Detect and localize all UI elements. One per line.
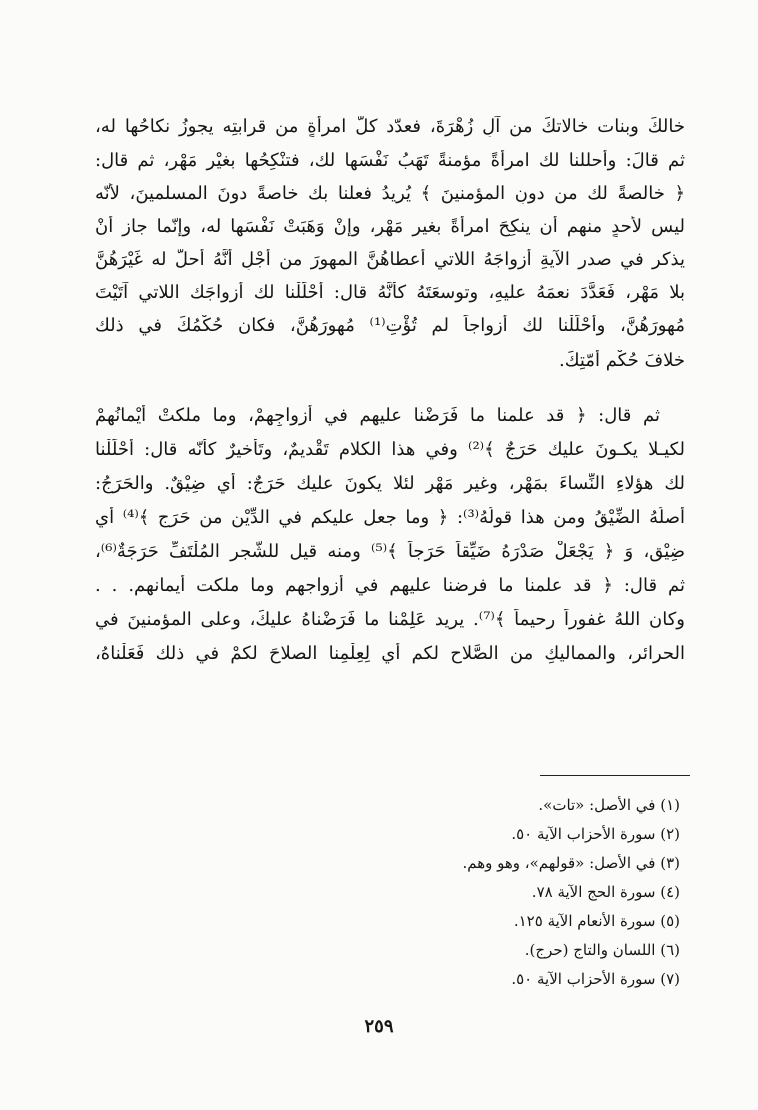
text-line: أصلُهُ الضِّيْقُ ومن هذا قولُهُ⁽³⁾: ﴿ وما جعل عليكم في الدِّيْنِ من حَرَجٍ ﴾⁽⁴⁾ أي bbox=[95, 507, 685, 528]
text-line: الحرائرِ، والمماليكِ من الصَّلاحِ لكم أي لِعِلْمِنا الصلاحَ لكمْ في ذلك فَعَلْناهُ، bbox=[95, 643, 685, 664]
text-line: ضِيْقٍ، وَ ﴿ يَجْعَلْ صَدْرَهُ ضَيِّقاً حَرَجاً ﴾⁽⁵⁾ ومنه قيل للشَّجرِ المُلْتَفِّ حَرَجَةٌ⁽⁶⁾، bbox=[95, 541, 685, 562]
text-line: خالكَ وبنات خالاتكَ من آلِ زُهْرَةَ، فعدّد كلَّ امرأةٍ من قرابتِه يجوزُ نكاحُها له، bbox=[95, 116, 685, 137]
footnote: (٢) سورة الأحزاب الآية ٥٠. bbox=[511, 825, 680, 843]
text-line: لكيـلا يكـونَ عليك حَرَجٌ ﴾⁽²⁾ وفي هذا الكلامِ تَقْديمٌ، وتَأْخيرٌ كأنّه قال: أَحْلَلْنا bbox=[95, 439, 685, 460]
text-line: ثم قال: ﴿ قد علمنا ما فَرَضْنا عليهم في أزواجِهِمْ، وما ملكتْ أَيْمانُهمْ bbox=[95, 405, 660, 426]
text-line: خلافَ حُكْمِ أُمّتِكَ. bbox=[559, 350, 685, 371]
text-line: لك هؤلاءِ النِّساءَ بمَهْرٍ، وغيرِ مَهْرٍ لئلا يكونَ عليك حَرَجٌ: أي ضِيْقٌ. والحَرَجُ: bbox=[95, 473, 685, 494]
text-line: ﴿ خالصةً لك من دونِ المؤمنينَ ﴾ يُريدُ فعلنا بك خاصةً دونَ المسلمينَ، لأنّه bbox=[95, 183, 685, 204]
footnote: (٣) في الأصل: «قولهم»، وهو وهم. bbox=[462, 854, 680, 872]
text-line: مُهورَهُنَّ، وأَحْلَلْنا لك أزواجاً لم تُؤْتِ⁽¹⁾ مُهورَهُنَّ، فكان حُكْمُكَ في ذلك bbox=[95, 315, 685, 336]
footnote: (٤) سورة الحج الآية ٧٨. bbox=[531, 883, 680, 901]
page-number: ٢٥٩ bbox=[364, 1016, 394, 1037]
text-line: ثم قالَ: وأحللنا لك امرأةً مؤمنةً تَهَبُ نَفْسَها لك، فتنْكِحُها بغيْرِ مَهْرٍ، ثم قال: bbox=[95, 150, 685, 171]
footnote: (٧) سورة الأحزاب الآية ٥٠. bbox=[511, 970, 680, 988]
footnote: (٥) سورة الأنعام الآية ١٢٥. bbox=[513, 912, 680, 930]
text-line: ليس لأحدٍ منهم أن ينكِحَ امرأةً بغيرِ مَهْرٍ، وإنْ وَهَبَتْ نَفْسَها له، وإنّما جاز أنْ bbox=[95, 216, 685, 237]
footnote: (٦) اللسان والتاج (حرج). bbox=[524, 941, 680, 959]
footnote: (١) في الأصل: «تات». bbox=[538, 796, 680, 814]
text-line: يذكر في صدرِ الآيةِ أزواجَهُ اللاتي أعطاهُنَّ المهورَ من أجْلِ أَنَّهُ أحلَّ له غَيْرَهُنَّ bbox=[95, 249, 685, 270]
footnote-divider bbox=[540, 775, 690, 776]
text-line: ثم قال: ﴿ قد علمنا ما فرضنا عليهم في أزواجهم وما ملكت أيمانهم. . . bbox=[95, 575, 685, 596]
text-line: وكان اللهُ غفوراً رحيماً ﴾⁽⁷⁾. يريد عَلِمْنا ما فَرَضْناهُ عليكَ، وعلى المؤمنينَ في bbox=[95, 609, 685, 630]
text-line: بلا مَهْرٍ، فَعَدَّدَ نعمَهُ عليهِ، وتوسعَتَهُ كأنَّهُ قال: أَحْلَلْنا لك أزواجَك اللاتي آتَيْتَ bbox=[95, 282, 685, 303]
